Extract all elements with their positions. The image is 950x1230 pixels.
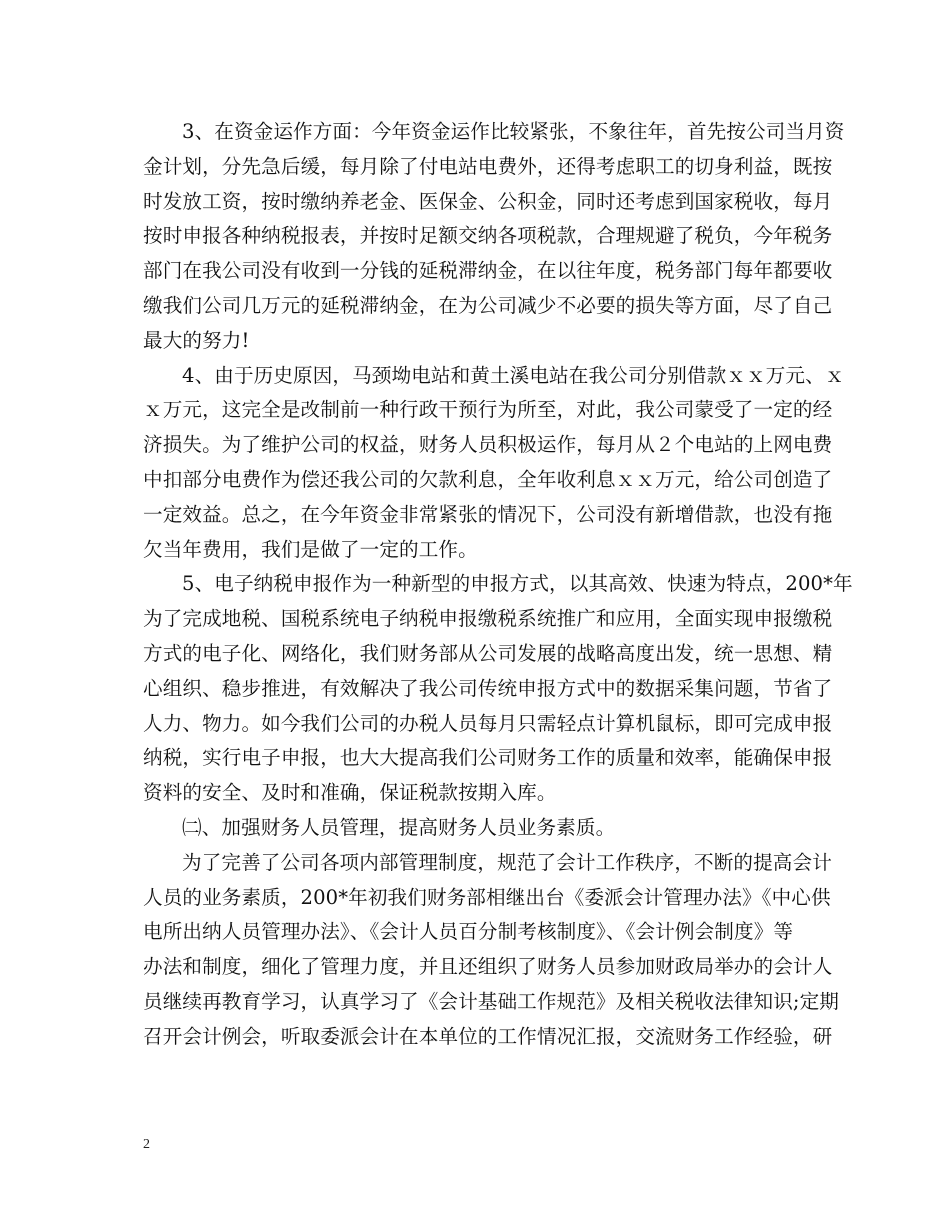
text-line: 一定效益。总之，在今年资金非常紧张的情况下，公司没有新增借款，也没有拖	[143, 502, 833, 526]
text-line: 员继续再教育学习，认真学习了《会计基础工作规范》及相关税收法律知识;定期	[143, 989, 839, 1013]
text-line: ｘ万元，这完全是改制前一种行政干预行为所至，对此，我公司蒙受了一定的经	[143, 398, 833, 422]
text-line: 按时申报各种纳税报表，并按时足额交纳各项税款，合理规避了税负，今年税务	[143, 224, 833, 248]
text-line: 欠当年费用，我们是做了一定的工作。	[143, 537, 478, 561]
text-line: 缴我们公司几万元的延税滞纳金，在为公司减少不必要的损失等方面，尽了自己	[143, 293, 833, 317]
text-line: 纳税，实行电子申报，也大大提高我们公司财务工作的质量和效率，能确保申报	[143, 746, 833, 770]
text-line: 最大的努力!	[143, 328, 250, 352]
text-line: 办法和制度，细化了管理力度，并且还组织了财务人员参加财政局举办的会计人	[143, 955, 833, 979]
text-line: 心组织、稳步推进，有效解决了我公司传统申报方式中的数据采集问题，节省了	[143, 676, 833, 700]
text-line: 召开会计例会，听取委派会计在本单位的工作情况汇报，交流财务工作经验，研	[143, 1024, 833, 1048]
text-line: 时发放工资，按时缴纳养老金、医保金、公积金，同时还考虑到国家税收，每月	[143, 189, 833, 213]
section-heading	[143, 811, 808, 846]
paragraph-item-3	[143, 115, 845, 359]
text-line: 金计划，分先急后缓，每月除了付电站电费外，还得考虑职工的切身利益，既按	[143, 154, 833, 178]
text-line: 方式的电子化、网络化，我们财务部从公司发展的战略高度出发，统一思想、精	[143, 641, 833, 665]
text-line: 为了完成地税、国税系统电子纳税申报缴税系统推广和应用，全面实现申报缴税	[143, 607, 833, 631]
text-line: 部门在我公司没有收到一分钱的延税滞纳金，在以往年度，税务部门每年都要收	[143, 259, 833, 283]
paragraph-item-4	[143, 359, 845, 568]
text-line: 资料的安全、及时和准确，保证税款按期入库。	[143, 781, 557, 805]
section-heading-text: ㈡、加强财务人员管理，提高财务人员业务素质。	[182, 815, 616, 839]
text-line: 3、在资金运作方面：今年资金运作比较紧张，不象往年，首先按公司当月资	[182, 120, 845, 143]
text-line: 济损失。为了维护公司的权益，财务人员积极运作，每月从２个电站的上网电费	[143, 433, 833, 457]
text-line: 人员的业务素质，200*年初我们财务部相继出台《委派会计管理办法》《中心供	[143, 885, 831, 909]
text-line: 人力、物力。如今我们公司的办税人员每月只需轻点计算机鼠标，即可完成申报	[143, 711, 833, 735]
text-line: 为了完善了公司各项内部管理制度，规范了会计工作秩序，不断的提高会计	[182, 850, 832, 874]
text-line: 中扣部分电费作为偿还我公司的欠款利息，全年收利息ｘｘ万元，给公司创造了	[143, 467, 833, 491]
text-line: 5、电子纳税申报作为一种新型的申报方式，以其高效、快速为特点，200*年	[182, 572, 853, 596]
paragraph-section-2-body	[143, 846, 839, 1055]
text-line: 电所出纳人员管理办法》、《会计人员百分制考核制度》、《会计例会制度》等	[143, 920, 794, 944]
document-body	[143, 115, 853, 1055]
page-number: 2	[143, 1137, 150, 1152]
text-line: 4、由于历史原因，马颈坳电站和黄土溪电站在我公司分别借款ｘｘ万元、ｘ	[182, 363, 845, 387]
paragraph-item-5	[143, 567, 853, 811]
